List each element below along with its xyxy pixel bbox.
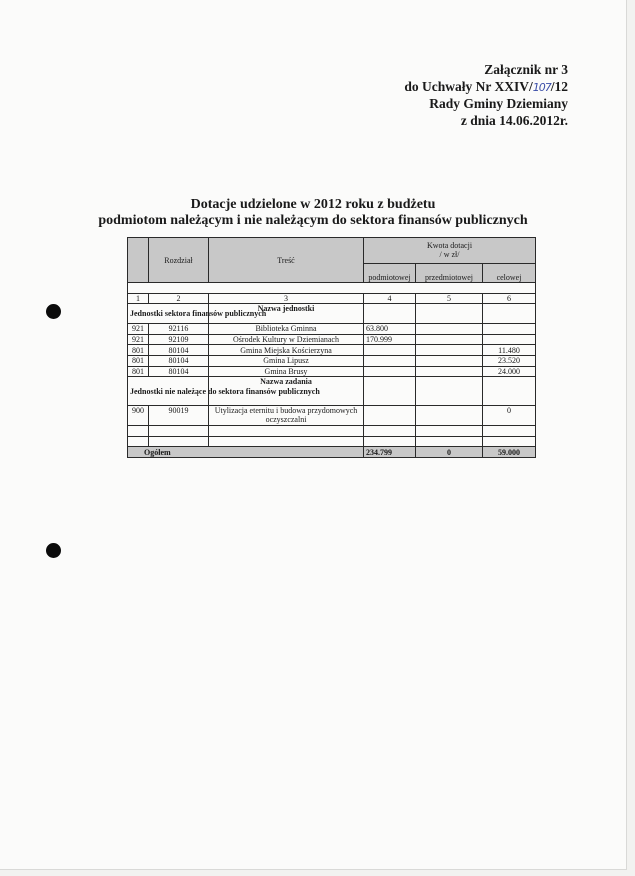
title-line-2: podmiotom należącym i nie należącym do sektora finansów publicznych: [98, 213, 528, 228]
cell-rozdzial: 92116: [149, 324, 209, 335]
table-row-empty: [128, 426, 536, 437]
cell-podmiotowej: [364, 366, 416, 377]
cell-dzial: 801: [128, 366, 149, 377]
title-line-1: Dotacje udzielone w 2012 roku z budżetu: [190, 197, 436, 212]
column-number: 2: [149, 293, 209, 304]
cell-rozdzial: 90019: [149, 406, 209, 426]
cell-przedmiotowej: [416, 345, 483, 356]
header-podmiotowej: podmiotowej: [364, 263, 416, 282]
table-row: [128, 345, 536, 356]
cell-celowej: [483, 324, 536, 335]
resolution-number: [404, 79, 568, 97]
attachment-header: [404, 62, 568, 129]
cell-celowej: 11.480: [483, 345, 536, 356]
column-number-row: [128, 293, 536, 304]
cell-rozdzial: 80104: [149, 355, 209, 366]
cell-rozdzial: 92109: [149, 334, 209, 345]
table-header-row: [128, 238, 536, 264]
section-header-public: [128, 304, 536, 324]
column-number: 6: [483, 293, 536, 304]
header-tresc: Treść: [209, 238, 364, 283]
cell-podmiotowej: 170.999: [364, 334, 416, 345]
table-row: [128, 366, 536, 377]
cell-name: Gmina Lipusz: [209, 355, 364, 366]
resolution-prefix: do Uchwały Nr XXIV/: [404, 78, 533, 94]
header-rozdzial: Rozdział: [149, 238, 209, 283]
column-number: 3: [209, 293, 364, 304]
attachment-number: Załącznik nr 3: [484, 62, 568, 77]
header-przedmiotowej: przedmiotowej: [416, 263, 483, 282]
cell-celowej: 0: [483, 406, 536, 426]
cell-rozdzial: 80104: [149, 366, 209, 377]
cell-dzial: 801: [128, 345, 149, 356]
cell-dzial: 900: [128, 406, 149, 426]
column-number: 4: [364, 293, 416, 304]
total-przedmiotowej: 0: [416, 447, 483, 458]
cell-rozdzial: 80104: [149, 345, 209, 356]
header-kwota-label: Kwota dotacji: [426, 241, 473, 251]
punch-hole: [46, 543, 61, 558]
cell-name: Ośrodek Kultury w Dziemianach: [209, 334, 364, 345]
cell-przedmiotowej: [416, 334, 483, 345]
table-row-empty: [128, 436, 536, 447]
subsidies-table: [127, 237, 536, 458]
cell-celowej: [483, 334, 536, 345]
cell-celowej: 23.520: [483, 355, 536, 366]
document-title: [0, 197, 626, 229]
total-label: Ogółem: [128, 447, 364, 458]
cell-podmiotowej: 63.800: [364, 324, 416, 335]
total-podmiotowej: 234.799: [364, 447, 416, 458]
cell-podmiotowej: [364, 345, 416, 356]
table-row: [128, 324, 536, 335]
cell-celowej: 24.000: [483, 366, 536, 377]
cell-dzial: 801: [128, 355, 149, 366]
column-number: 5: [416, 293, 483, 304]
cell-podmiotowej: [364, 406, 416, 426]
section-label: Jednostki sektora finansów publicznych: [128, 304, 209, 324]
cell-przedmiotowej: [416, 406, 483, 426]
table-row: [128, 355, 536, 366]
cell-name: Utylizacja eternitu i budowa przydomowych oczyszczalni: [209, 406, 364, 426]
total-row: [128, 447, 536, 458]
cell-dzial: 921: [128, 334, 149, 345]
cell-name: Gmina Brusy: [209, 366, 364, 377]
council-name: Rady Gminy Dziemiany: [429, 96, 568, 111]
table-gap: [128, 283, 536, 294]
punch-hole: [46, 304, 61, 319]
section-header-non-public: [128, 377, 536, 406]
cell-name: Biblioteka Gminna: [209, 324, 364, 335]
header-kwota: [364, 238, 536, 264]
section-name-header: Nazwa jednostki: [209, 304, 364, 324]
section-label: Jednostki nie należące do sektora finansów publicznych: [128, 377, 209, 406]
table-row: [128, 406, 536, 426]
cell-podmiotowej: [364, 355, 416, 366]
cell-name: Gmina Miejska Kościerzyna: [209, 345, 364, 356]
total-celowej: 59.000: [483, 447, 536, 458]
cell-dzial: 921: [128, 324, 149, 335]
section-name-header: Nazwa zadania: [209, 377, 364, 406]
resolution-date: z dnia 14.06.2012r.: [460, 112, 568, 128]
handwritten-number: 107: [532, 80, 551, 94]
table-row: [128, 334, 536, 345]
header-celowej: celowej: [483, 263, 536, 282]
column-number: 1: [128, 293, 149, 304]
header-kwota-unit: / w zł/: [439, 250, 460, 260]
resolution-suffix: /12: [550, 78, 568, 94]
header-cell-blank: [128, 238, 149, 283]
cell-przedmiotowej: [416, 366, 483, 377]
cell-przedmiotowej: [416, 324, 483, 335]
cell-przedmiotowej: [416, 355, 483, 366]
